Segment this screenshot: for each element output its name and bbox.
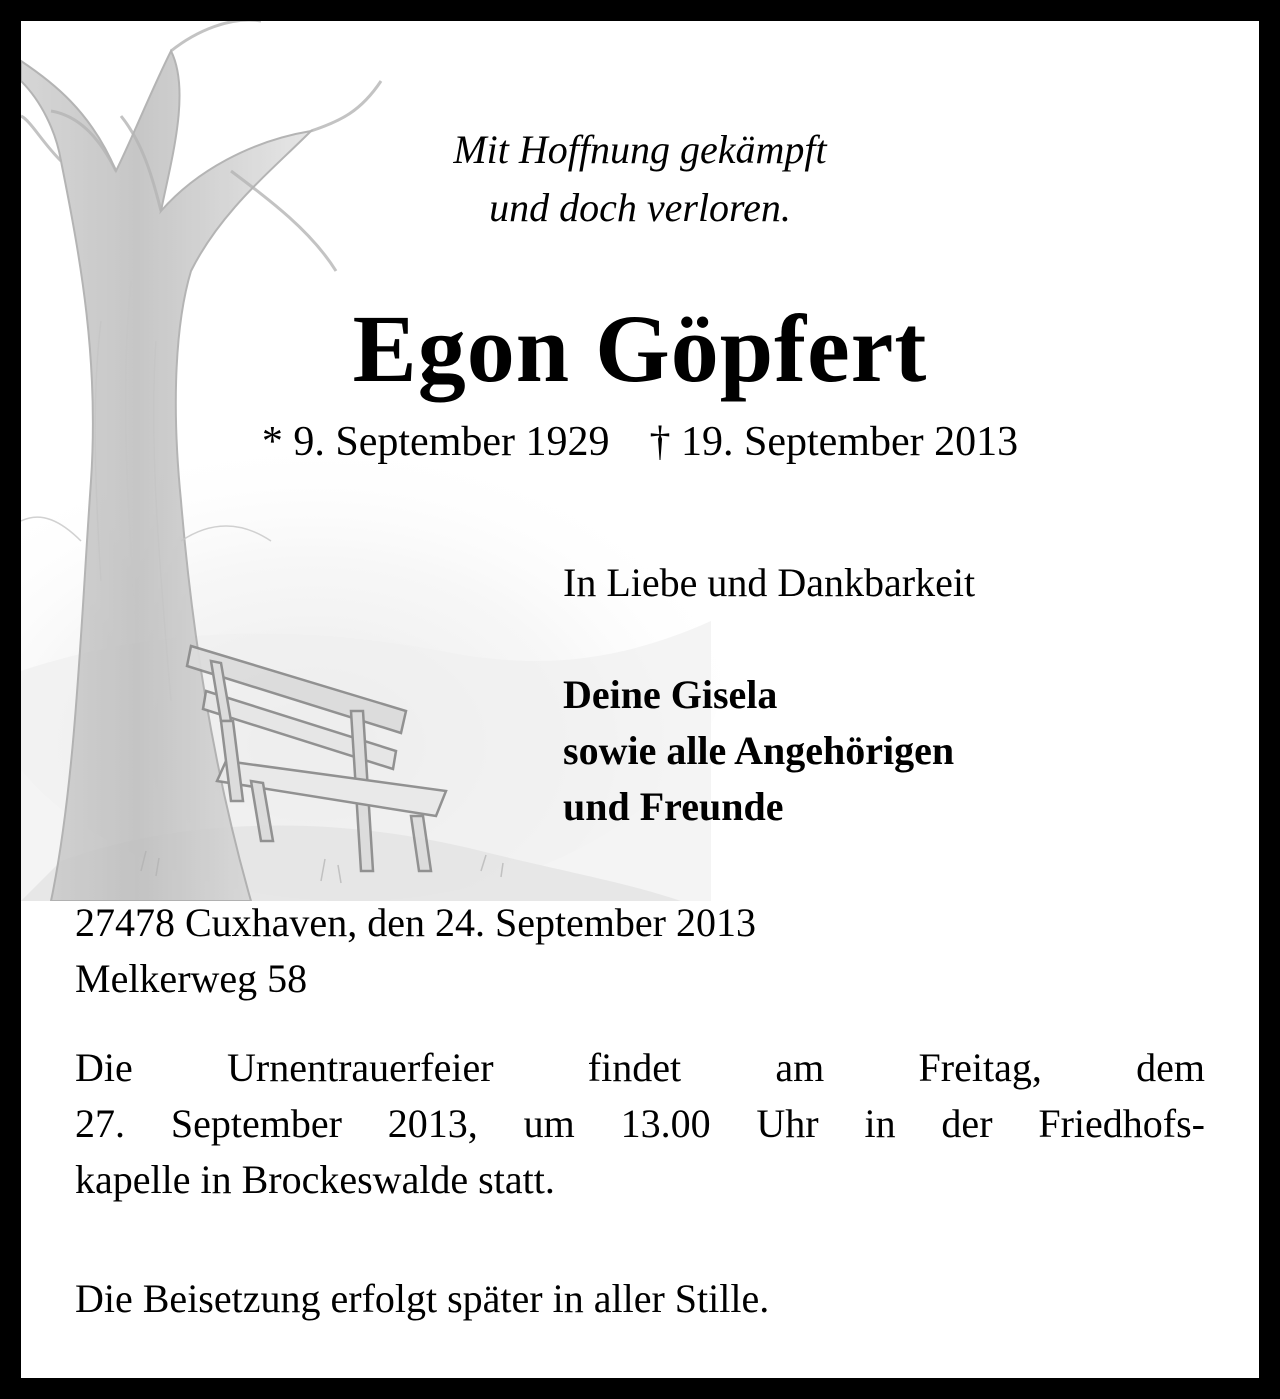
life-dates <box>21 417 1259 467</box>
address-line: 27478 Cuxhaven, den 24. September 2013 <box>75 900 756 945</box>
ceremony-line: 27. September 2013, um 13.00 Uhr in der Friedhofs- <box>75 1101 1205 1146</box>
deceased-name: Egon Göpfert <box>352 295 928 402</box>
ceremony-paragraph <box>75 1040 1205 1208</box>
motto <box>21 121 1259 237</box>
obituary-notice <box>21 21 1259 1378</box>
mourners <box>563 667 954 835</box>
burial-note: Die Beisetzung erfolgt später in aller Stille. <box>75 1276 770 1321</box>
mourner-line: Deine Gisela <box>563 672 778 717</box>
address-block <box>75 895 756 1007</box>
mourner-line: und Freunde <box>563 784 784 829</box>
birth-date: * 9. September 1929 <box>261 419 610 465</box>
motto-line: Mit Hoffnung gekämpft <box>453 127 827 172</box>
address-line: Melkerweg 58 <box>75 956 308 1001</box>
motto-line: und doch verloren. <box>489 185 791 230</box>
mourner-line: sowie alle Angehörigen <box>563 728 955 773</box>
ceremony-line: Die Urnentrauerfeier findet am Freitag, dem <box>75 1045 1205 1090</box>
thanks-line: In Liebe und Dankbarkeit <box>563 560 976 605</box>
death-date: † 19. September 2013 <box>649 419 1019 465</box>
ceremony-line: kapelle in Brockeswalde statt. <box>75 1157 555 1202</box>
